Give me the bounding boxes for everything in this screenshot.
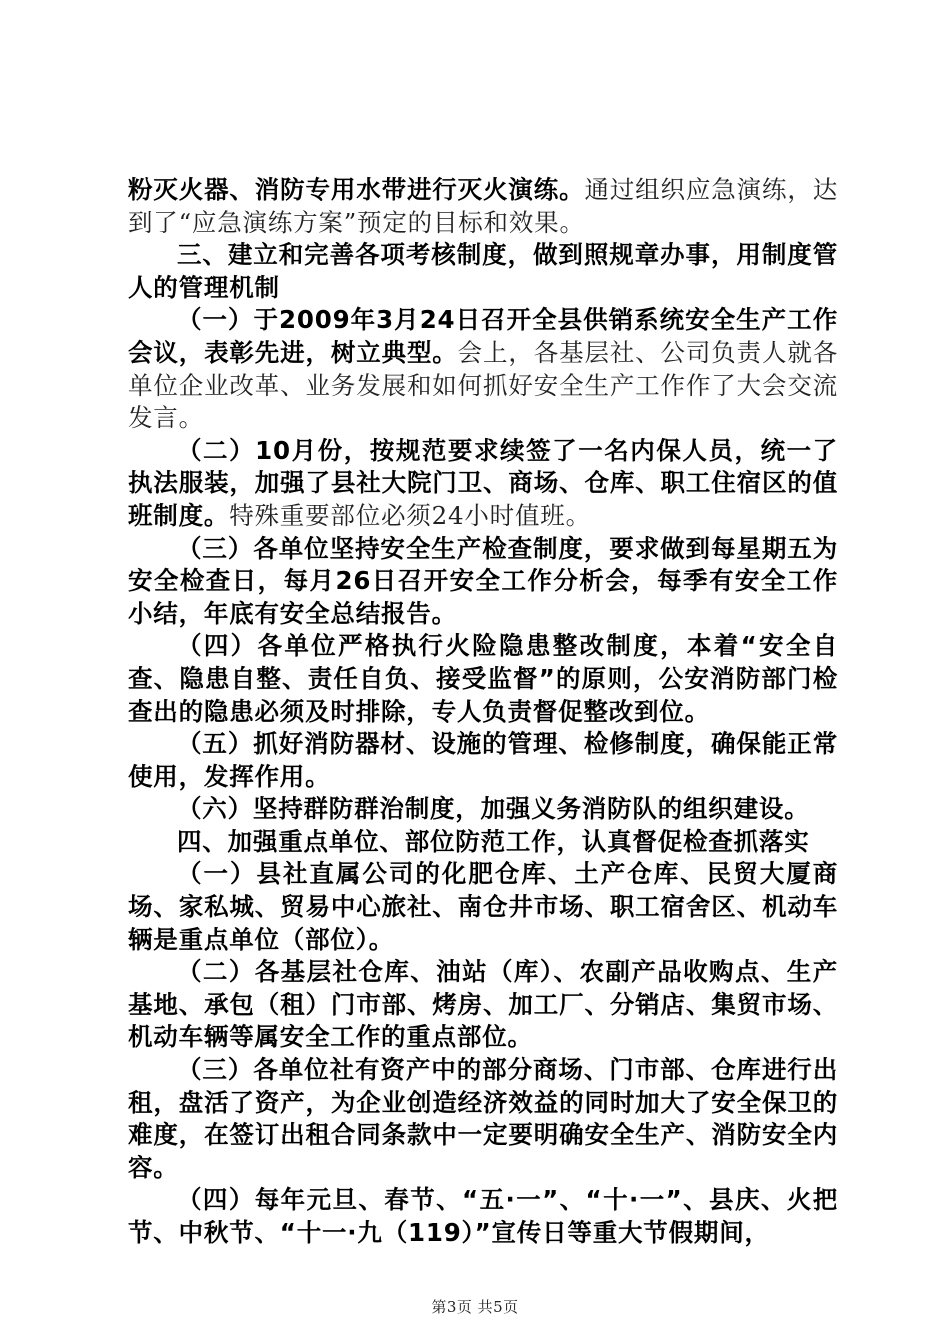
section-heading-4-text: 四、加强重点单位、部位防范工作，认真督促检查抓落实 [177, 826, 810, 856]
paragraph-10 [128, 956, 838, 1054]
paragraph-9 [128, 858, 838, 956]
paragraph-6 [128, 728, 838, 793]
paragraph-5-main: （四）各单位严格执行火险隐患整改制度，本着“安全自查、隐患自整、责任自负、接受监督”的原则，公安消防部门检查出的隐患必须及时排除，专人负责督促整改到位。 [128, 631, 838, 726]
paragraph-9-main: （一）县社直属公司的化肥仓库、土产仓库、民贸大厦商场、家私城、贸易中心旅社、南仓井市场、职工宿舍区、机动车辆是重点单位（部位）。 [128, 859, 838, 954]
paragraph-7 [128, 793, 838, 826]
paragraph-2-main: （一）于2009年3月24日召开全县供销系统安全生产工作会议，表彰先进，树立典型。 [128, 305, 838, 367]
section-heading-3 [128, 239, 838, 304]
paragraph-6-main: （五）抓好消防器材、设施的管理、检修制度，确保能正常使用，发挥作用。 [128, 729, 838, 791]
paragraph-3 [128, 435, 838, 533]
paragraph-10-main: （二）各基层社仓库、油站（库）、农副产品收购点、生产基地、承包（租）门市部、烤房、加工厂、分销店、集贸市场、机动车辆等属安全工作的重点部位。 [128, 957, 838, 1052]
paragraph-7-main: （六）坚持群防群治制度，加强义务消防队的组织建设。 [177, 794, 810, 824]
section-heading-3-text: 三、建立和完善各项考核制度，做到照规章办事，用制度管人的管理机制 [128, 240, 838, 302]
paragraph-3-note: 特殊重要部位必须24小时值班。 [229, 500, 591, 530]
paragraph-11-main: （三）各单位社有资产中的部分商场、门市部、仓库进行出租，盘活了资产，为企业创造经济效益的同时加大了安全保卫的难度，在签订出租合同条款中一定要明确安全生产、消防安全内容。 [128, 1055, 838, 1182]
paragraph-12 [128, 1184, 838, 1249]
paragraph-5 [128, 630, 838, 728]
paragraph-12-main: （四）每年元旦、春节、“五·一”、“十·一”、县庆、火把节、中秋节、“十一·九（119）”宣传日等重大节假期间， [128, 1185, 838, 1247]
paragraph-2-note: 会上，各基层社、公司负责人就各单位企业改革、业务发展和如何抓好安全生产工作作了大会交流发言。 [128, 337, 838, 433]
paragraph-4 [128, 533, 838, 631]
section-heading-4 [128, 826, 838, 859]
page-number-footer: 第3页 共5页 [431, 1298, 519, 1316]
paragraph-2 [128, 304, 838, 434]
paragraph-4-main: （三）各单位坚持安全生产检查制度，要求做到每星期五为安全检查日，每月26日召开安全工作分析会，每季有安全工作小结，年底有安全总结报告。 [128, 533, 838, 628]
document-body [128, 174, 838, 1250]
paragraph-0 [128, 174, 838, 239]
paragraph-3-main: （二）10月份，按规范要求续签了一名内保人员，统一了执法服装，加强了县社大院门卫、商场、仓库、职工住宿区的值班制度。 [128, 435, 838, 530]
paragraph-0-main: 粉灭火器、消防专用水带进行灭火演练。 [128, 175, 585, 204]
paragraph-11 [128, 1054, 838, 1184]
paragraph-0-note: 通过组织应急演练，达到了“应急演练方案”预定的目标和效果。 [128, 175, 838, 237]
